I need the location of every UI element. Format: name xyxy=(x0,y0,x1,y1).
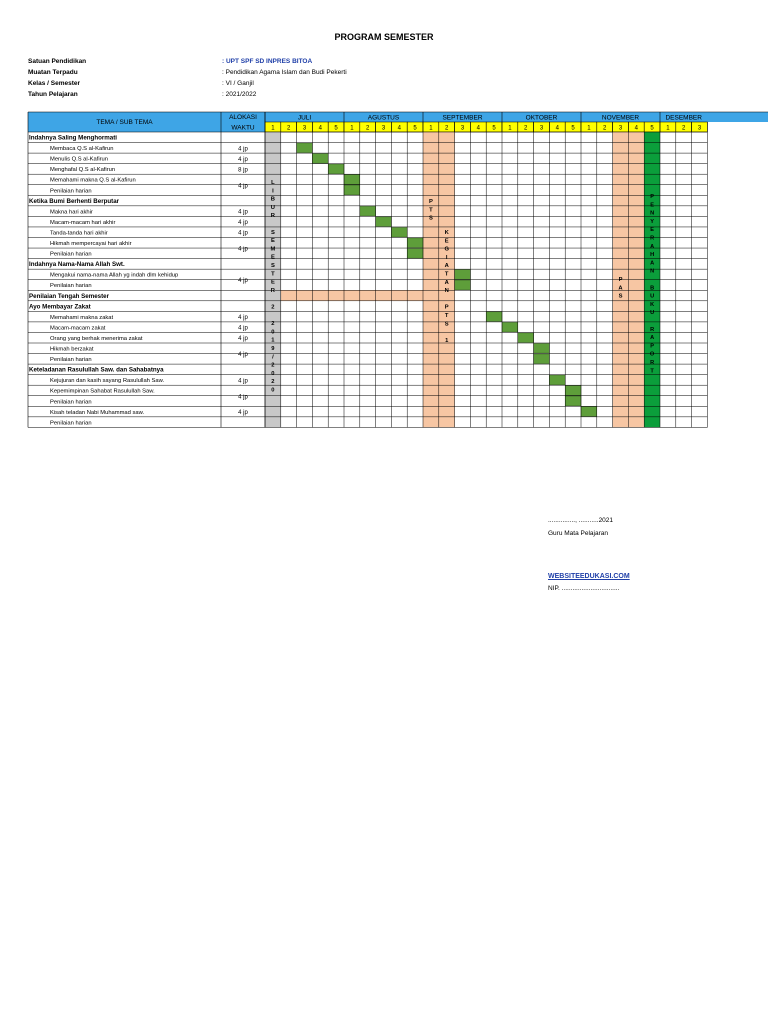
sub-tema-label: Penilaian harian xyxy=(50,283,92,290)
info-value: : Pendidikan Agama Islam dan Budi Pekerti xyxy=(222,69,347,76)
kegiatan-vertical-label: I xyxy=(445,254,448,261)
libur-vertical-label: E xyxy=(270,279,275,286)
libur-vertical-label: B xyxy=(270,196,275,203)
sub-tema-label: Penilaian harian xyxy=(50,420,92,427)
week-number: 3 xyxy=(539,125,544,132)
heading-row-label: Ketika Bumi Berhenti Berputar xyxy=(29,197,120,205)
alokasi-value: 4 jp xyxy=(238,336,248,343)
libur-vertical-label: U xyxy=(270,204,275,211)
week-number: 3 xyxy=(381,125,386,132)
libur-vertical-label: 0 xyxy=(271,329,275,336)
alokasi-value: 4 jp xyxy=(238,378,248,385)
week-number: 2 xyxy=(682,125,686,132)
scheduled-cell xyxy=(391,227,407,237)
week-number: 1 xyxy=(587,125,591,132)
sub-tema-label: Memahami makna zakat xyxy=(50,314,114,321)
alokasi-value: 4 jp xyxy=(238,220,248,227)
penyerahan-vertical-label: R xyxy=(650,326,655,333)
scheduled-cell xyxy=(534,354,550,364)
website-link[interactable]: WEBSITEEDUKASI.COM xyxy=(548,573,630,580)
schedule-grid xyxy=(0,0,768,460)
sub-tema-label: Hikmah mempercayai hari akhir xyxy=(50,241,132,247)
libur-vertical-label: E xyxy=(270,254,275,261)
alokasi-value: 4 jp xyxy=(238,183,248,190)
scheduled-cell xyxy=(360,206,376,216)
libur-vertical-label: R xyxy=(270,287,275,294)
libur-vertical-label: / xyxy=(272,354,274,361)
libur-vertical-label: 2 xyxy=(271,304,275,311)
sub-tema-label: Penilaian harian xyxy=(50,357,92,364)
heading-row-label: Ayo Membayar Zakat xyxy=(29,303,91,311)
pts-vertical-label: S xyxy=(428,215,433,222)
info-label: Satuan Pendidikan xyxy=(28,58,87,65)
pas-vertical-label: P xyxy=(618,277,623,283)
sub-tema-label: Kisah teladan Nabi Muhammad saw. xyxy=(50,409,145,416)
info-label: Tahun Pelajaran xyxy=(28,91,78,98)
info-value: : VI / Ganjil xyxy=(222,80,254,87)
penyerahan-vertical-label: O xyxy=(649,351,655,358)
scheduled-cell xyxy=(455,270,471,280)
sub-tema-label: Mengakui nama-nama Allah yg indah dlm kehidup xyxy=(50,272,179,279)
signature-date: ..............., ...........2021 xyxy=(548,517,614,524)
heading-row-label: Indahnya Saling Menghormati xyxy=(29,134,118,142)
signature-role: Guru Mata Pelajaran xyxy=(548,530,608,537)
sub-tema-label: Kepemimpinan Sahabat Rasulullah Saw. xyxy=(50,388,155,395)
alokasi-value: 8 jp xyxy=(238,167,248,174)
heading-row-label: Penilaian Tengah Semester xyxy=(29,292,110,300)
scheduled-cell xyxy=(297,143,313,153)
pts-vertical-label: P xyxy=(428,199,433,205)
scheduled-cell xyxy=(565,386,581,396)
info-label: Kelas / Semester xyxy=(28,80,81,87)
week-number: 1 xyxy=(271,125,275,132)
scheduled-cell xyxy=(312,154,328,164)
libur-vertical-label: E xyxy=(270,238,275,245)
alokasi-header: WAKTU xyxy=(231,124,255,132)
penyerahan-vertical-label: A xyxy=(650,260,655,267)
kegiatan-vertical-label: T xyxy=(444,313,449,319)
penyerahan-vertical-label: R xyxy=(650,360,655,366)
sub-tema-label: Makna hari akhir xyxy=(50,209,93,216)
week-number: 5 xyxy=(492,125,496,132)
penyerahan-vertical-label: P xyxy=(650,194,654,200)
libur-vertical-label: 9 xyxy=(271,346,275,352)
sub-tema-label: Penilaian harian xyxy=(50,399,92,406)
sub-tema-label: Menulis Q.S al-Kafirun xyxy=(50,156,108,163)
scheduled-cell xyxy=(502,322,518,332)
penyerahan-vertical-label: U xyxy=(650,310,655,317)
alokasi-value: 4 jp xyxy=(238,246,248,253)
alokasi-value: 4 jp xyxy=(238,325,248,332)
month-label: SEPTEMBER xyxy=(442,114,483,122)
libur-vertical-label: S xyxy=(270,263,275,269)
alokasi-value: 4 jp xyxy=(238,352,248,359)
signature-nip: NIP. ................................ xyxy=(548,585,620,592)
week-number: 2 xyxy=(366,125,370,132)
scheduled-cell xyxy=(455,280,471,290)
alokasi-value: 4 jp xyxy=(238,230,248,237)
penyerahan-vertical-label: N xyxy=(650,268,655,275)
week-number: 1 xyxy=(508,125,512,132)
kegiatan-vertical-label: A xyxy=(444,263,449,270)
kegiatan-vertical-label: N xyxy=(444,288,449,295)
penyerahan-vertical-label: N xyxy=(650,210,655,217)
penyerahan-vertical-label: E xyxy=(650,202,654,209)
libur-vertical-label: 0 xyxy=(271,387,275,394)
week-number: 5 xyxy=(571,125,575,132)
sub-tema-label: Orang yang berhak menerima zakat xyxy=(50,335,143,342)
sub-tema-label: Macam-macam hari akhir xyxy=(50,219,116,226)
scheduled-cell xyxy=(565,396,581,406)
info-value: : UPT SPF SD INPRES BITOA xyxy=(222,58,313,65)
week-number: 5 xyxy=(334,125,338,132)
alokasi-header: ALOKASI xyxy=(229,114,257,121)
penyerahan-vertical-label: K xyxy=(650,301,655,308)
kegiatan-vertical-label: A xyxy=(444,279,449,286)
scheduled-cell xyxy=(328,164,344,174)
month-label: DESEMBER xyxy=(665,114,702,122)
info-label: Muatan Terpadu xyxy=(28,69,78,76)
week-number: 3 xyxy=(460,125,465,132)
week-number: 5 xyxy=(413,125,417,132)
penyerahan-vertical-label: P xyxy=(650,343,654,350)
month-label: OKTOBER xyxy=(525,114,558,122)
scheduled-cell xyxy=(376,217,392,227)
week-number: 1 xyxy=(666,125,670,132)
kegiatan-vertical-label: G xyxy=(444,246,449,253)
kegiatan-vertical-label: E xyxy=(444,238,449,245)
alokasi-value: 4 jp xyxy=(238,209,248,216)
alokasi-value: 4 jp xyxy=(238,315,248,322)
info-value: : 2021/2022 xyxy=(222,91,257,98)
libur-vertical-label: 0 xyxy=(271,370,275,377)
sub-tema-label: Macam-macam zakat xyxy=(50,325,106,332)
tema-header: TEMA / SUB TEMA xyxy=(96,119,153,126)
libur-vertical-label: 1 xyxy=(271,337,275,344)
pas-vertical-label: S xyxy=(618,293,623,300)
week-number: 5 xyxy=(650,125,654,132)
week-number: 4 xyxy=(555,125,559,132)
libur-vertical-label: M xyxy=(270,246,276,253)
libur-vertical-label: 2 xyxy=(271,379,275,386)
week-number: 4 xyxy=(634,125,638,132)
week-number: 3 xyxy=(697,125,702,132)
week-number: 4 xyxy=(318,125,322,132)
alokasi-value: 4 jp xyxy=(238,410,248,417)
week-number: 2 xyxy=(287,125,291,132)
libur-vertical-label: 2 xyxy=(271,362,275,369)
sub-tema-label: Menghafal Q.S al-Kafirun xyxy=(50,167,116,174)
alokasi-value: 4 jp xyxy=(238,146,248,153)
week-number: 4 xyxy=(397,125,401,132)
sub-tema-label: Membaca Q.S al-Kafirun xyxy=(50,146,114,153)
penyerahan-vertical-label: H xyxy=(650,252,655,259)
kegiatan-vertical-label: T xyxy=(444,271,449,278)
month-label: AGUSTUS xyxy=(367,114,400,122)
libur-vertical-label: I xyxy=(272,188,274,195)
week-number: 3 xyxy=(302,125,307,132)
penyerahan-vertical-label: Y xyxy=(650,218,654,225)
kegiatan-vertical-label: P xyxy=(444,304,449,311)
libur-vertical-label: T xyxy=(271,271,275,278)
penyerahan-vertical-label: E xyxy=(650,227,654,234)
week-number: 1 xyxy=(429,125,433,132)
penyerahan-vertical-label: A xyxy=(650,243,655,250)
kegiatan-vertical-label: K xyxy=(444,230,449,236)
libur-vertical-label: S xyxy=(270,229,275,236)
penyerahan-vertical-label: R xyxy=(650,235,655,242)
month-label: JULI xyxy=(297,114,312,122)
scheduled-cell xyxy=(581,407,597,417)
week-number: 2 xyxy=(445,125,449,132)
kegiatan-vertical-label: S xyxy=(444,321,449,328)
libur-vertical-label: R xyxy=(270,213,275,220)
week-number: 3 xyxy=(618,125,623,132)
alokasi-value: 4 jp xyxy=(238,394,248,401)
sub-tema-label: Penilaian harian xyxy=(50,251,92,258)
week-number: 4 xyxy=(476,125,480,132)
penyerahan-vertical-label: B xyxy=(650,285,655,292)
week-number: 2 xyxy=(603,125,607,132)
heading-row-label: Indahnya Nama-Nama Allah Swt. xyxy=(29,261,125,269)
libur-vertical-label: 2 xyxy=(271,321,275,328)
heading-row-label: Keteladanan Rasulullah Saw. dan Sahabatnya xyxy=(29,366,164,374)
pts-vertical-label: T xyxy=(429,207,433,214)
pas-vertical-label: A xyxy=(618,285,623,292)
scheduled-cell xyxy=(518,333,534,343)
sub-tema-label: Memahami makna Q.S al-Kafirun xyxy=(50,177,136,184)
kegiatan-vertical-label: 1 xyxy=(445,337,449,344)
sub-tema-label: Tanda-tanda hari akhir xyxy=(50,230,108,237)
week-number: 1 xyxy=(350,125,354,132)
sub-tema-label: Penilaian harian xyxy=(50,188,92,195)
month-label: NOVEMBER xyxy=(601,114,640,122)
alokasi-value: 4 jp xyxy=(238,278,248,285)
scheduled-cell xyxy=(344,175,360,185)
page-title: PROGRAM SEMESTER xyxy=(334,32,434,42)
week-number: 2 xyxy=(524,125,528,132)
sub-tema-label: Kejujuran dan kasih sayang Rasulullah Saw. xyxy=(50,378,165,385)
penyerahan-vertical-label: T xyxy=(650,368,654,375)
alokasi-value: 4 jp xyxy=(238,156,248,163)
penyerahan-vertical-label: U xyxy=(650,293,655,300)
scheduled-cell xyxy=(486,312,502,322)
libur-vertical-label: L xyxy=(271,180,275,186)
penyerahan-vertical-label: A xyxy=(650,335,655,342)
sub-tema-label: Hikmah berzakat xyxy=(50,346,94,353)
scheduled-cell xyxy=(407,249,423,259)
scheduled-cell xyxy=(407,238,423,248)
scheduled-cell xyxy=(344,185,360,195)
scheduled-cell xyxy=(534,344,550,354)
scheduled-cell xyxy=(549,375,565,385)
